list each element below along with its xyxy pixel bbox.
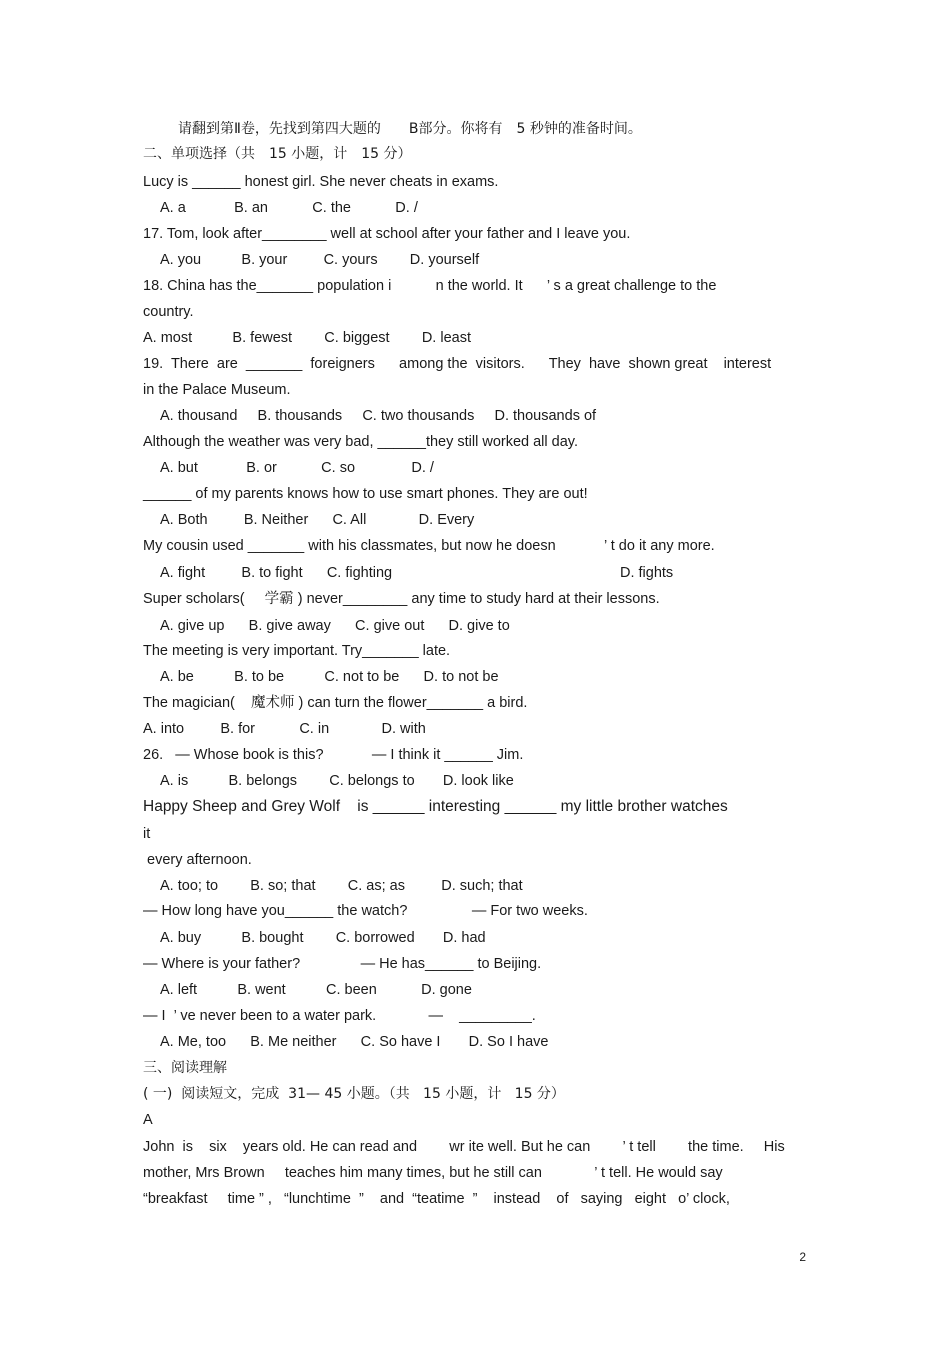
passage-line-1: John is six years old. He can read and wr ite well. But he can ’ t tell the time. His [143,1139,785,1155]
question-24-stem: The meeting is very important. Try_______ late. [143,643,451,659]
question-29-options: A. left B. went C. been D. gone [160,982,472,998]
question-20-options: A. but B. or C. so D. / [160,460,434,476]
question-19-options: A. thousand B. thousands C. two thousands D. thousands of [160,408,597,424]
question-25-stem: The magician( 魔术师 ) can turn the flower_______ a bird. [143,695,528,711]
question-23-options: A. give up B. give away C. give out D. give to [160,618,510,634]
section-3-title: 三、阅读理解 [143,1060,227,1076]
reading-intro: ( 一) 阅读短文，完成 31— 45 小题。（共 15 小题，计 15 分） [143,1086,565,1102]
question-29-stem: — Where is your father? — He has______ to Beijing. [143,956,542,972]
question-22-option-d: D. fights [620,565,674,581]
question-26-stem: 26. — Whose book is this? — I think it ______ Jim. [143,747,524,763]
question-22-stem: My cousin used _______ with his classmates, but now he doesn ’ t do it any more. [143,538,715,554]
question-30-stem: — I ’ ve never been to a water park. — _________. [143,1008,536,1024]
question-18-options: A. most B. fewest C. biggest D. least [143,330,471,346]
question-18-stem-cont: country. [143,304,194,320]
question-28-stem: — How long have you______ the watch? — For two weeks. [143,903,588,919]
instruction-text: 请翻到第Ⅱ卷，先找到第四大题的 B部分。你将有 5 秒钟的准备时间。 [178,121,642,137]
passage-line-3: “breakfast time ” , “lunchtime ” and “teatime ” instead of saying eight o’ clock, [143,1191,730,1207]
question-19-stem: 19. There are _______ foreigners among the visitors. They have shown great interest [143,356,772,372]
question-20-stem: Although the weather was very bad, ______they still worked all day. [143,434,578,450]
question-21-stem: ______ of my parents knows how to use smart phones. They are out! [143,486,588,502]
question-27-stem-cont-1: it [143,826,151,842]
question-16-stem: Lucy is ______ honest girl. She never cheats in exams. [143,174,499,190]
question-27-options: A. too; to B. so; that C. as; as D. such; that [160,878,523,894]
passage-line-2: mother, Mrs Brown teaches him many times, but he still can ’ t tell. He would say [143,1165,723,1181]
question-25-options: A. into B. for C. in D. with [143,721,426,737]
section-2-title: 二、单项选择（共 15 小题，计 15 分） [143,146,412,162]
question-24-options: A. be B. to be C. not to be D. to not be [160,669,499,685]
question-27-stem: Happy Sheep and Grey Wolf is ______ interesting ______ my little brother watches [143,798,728,815]
question-23-stem: Super scholars( 学霸 ) never________ any time to study hard at their lessons. [143,591,660,607]
question-26-options: A. is B. belongs C. belongs to D. look like [160,773,514,789]
passage-label: A [143,1112,153,1128]
question-17-options: A. you B. your C. yours D. yourself [160,252,480,268]
question-19-stem-cont: in the Palace Museum. [143,382,291,398]
question-30-options: A. Me, too B. Me neither C. So have I D. So I have [160,1034,549,1050]
question-27-stem-cont-2: every afternoon. [143,852,252,868]
question-28-options: A. buy B. bought C. borrowed D. had [160,930,486,946]
question-22-options-abc: A. fight B. to fight C. fighting [160,565,393,581]
question-18-stem: 18. China has the_______ population i n the world. It ’ s a great challenge to the [143,278,717,294]
question-21-options: A. Both B. Neither C. All D. Every [160,512,475,528]
question-16-options: A. a B. an C. the D. / [160,200,418,216]
question-17-stem: 17. Tom, look after________ well at school after your father and I leave you. [143,226,631,242]
page-number: 2 [799,1250,806,1264]
